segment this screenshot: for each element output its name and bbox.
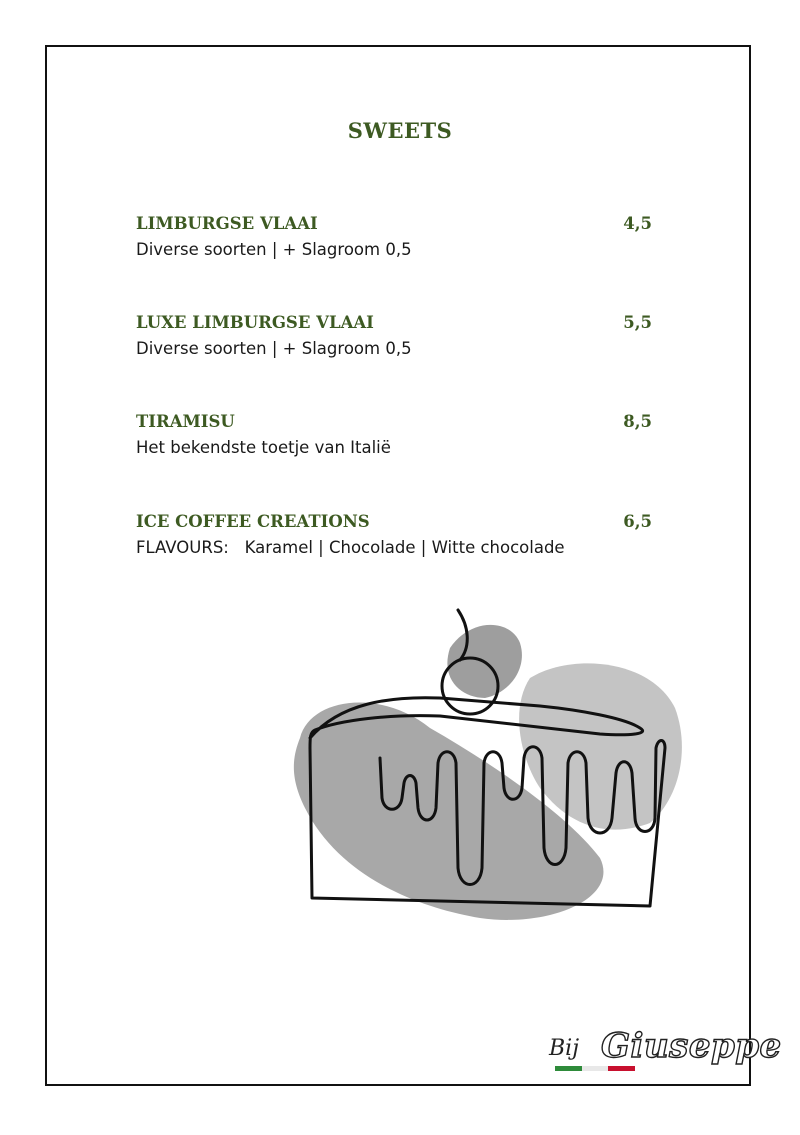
flag-white-stripe bbox=[582, 1066, 609, 1071]
logo-name: Giuseppe bbox=[601, 1026, 782, 1066]
item-name: LUXE LIMBURGSE VLAAI bbox=[136, 313, 374, 332]
item-description: Diverse soorten | + Slagroom 0,5 bbox=[136, 339, 412, 358]
menu-item bbox=[136, 212, 652, 264]
item-description: Diverse soorten | + Slagroom 0,5 bbox=[136, 240, 412, 259]
item-price: 5,5 bbox=[623, 313, 652, 332]
section-title: SWEETS bbox=[347, 118, 453, 143]
flag-green-stripe bbox=[555, 1066, 582, 1071]
menu-item bbox=[136, 510, 652, 562]
item-price: 4,5 bbox=[623, 214, 652, 233]
menu-item bbox=[136, 311, 652, 363]
flag-red-stripe bbox=[608, 1066, 635, 1071]
item-name: ICE COFFEE CREATIONS bbox=[136, 512, 370, 531]
cake-slice-icon bbox=[270, 598, 700, 938]
item-price: 6,5 bbox=[623, 512, 652, 531]
item-description: FLAVOURS: Karamel | Chocolade | Witte chocolade bbox=[136, 538, 565, 557]
item-description: Het bekendste toetje van Italië bbox=[136, 438, 391, 457]
item-name: TIRAMISU bbox=[136, 412, 235, 431]
giuseppe-logo bbox=[545, 1026, 782, 1078]
menu-item bbox=[136, 410, 652, 462]
italian-flag-stripe bbox=[555, 1066, 635, 1071]
item-name: LIMBURGSE VLAAI bbox=[136, 214, 318, 233]
logo-prefix: Bij bbox=[549, 1036, 580, 1061]
item-price: 8,5 bbox=[623, 412, 652, 431]
